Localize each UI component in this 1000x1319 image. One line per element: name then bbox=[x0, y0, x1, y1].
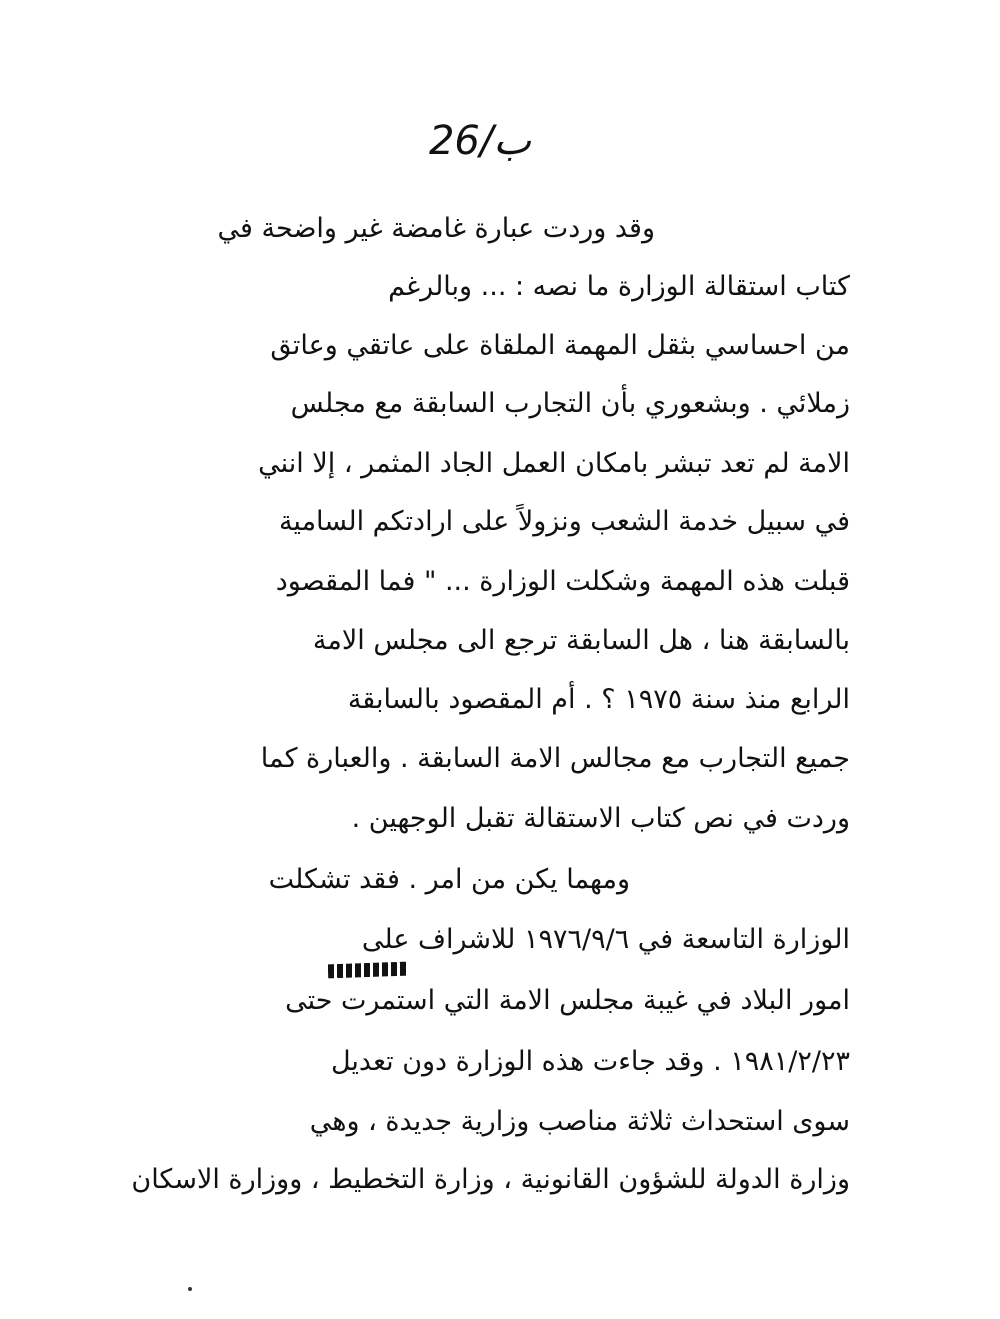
strikethrough-mark bbox=[328, 962, 408, 979]
text-line: زملائي . وبشعوري بأن التجارب السابقة مع مجلس bbox=[290, 388, 850, 419]
text-line: امور البلاد في غيبة مجلس الامة التي استمرت حتى bbox=[285, 985, 850, 1016]
text-line: قبلت هذه المهمة وشكلت الوزارة ... " فما المقصود bbox=[275, 566, 850, 597]
text-line: وقد وردت عبارة غامضة غير واضحة في bbox=[217, 213, 655, 244]
text-line: ١٩٨١/٢/٢٣ . وقد جاءت هذه الوزارة دون تعديل bbox=[330, 1046, 850, 1077]
text-line: في سبيل خدمة الشعب ونزولاً على ارادتكم السامية bbox=[278, 506, 850, 537]
text-line: جميع التجارب مع مجالس الامة السابقة . والعبارة كما bbox=[260, 743, 850, 774]
ink-speck bbox=[188, 1287, 192, 1291]
text-line: ومهما يكن من امر . فقد تشكلت bbox=[268, 864, 630, 895]
text-line: سوى استحداث ثلاثة مناصب وزارية جديدة ، وهي bbox=[309, 1106, 850, 1137]
text-line: الامة لم تعد تبشر بامكان العمل الجاد المثمر ، إلا انني bbox=[258, 448, 850, 479]
text-line: من احساسي بثقل المهمة الملقاة على عاتقي وعاتق bbox=[270, 330, 850, 361]
text-line: وزارة الدولة للشؤون القانونية ، وزارة التخطيط ، ووزارة الاسكان bbox=[131, 1164, 850, 1195]
text-line: وردت في نص كتاب الاستقالة تقبل الوجهين . bbox=[351, 803, 850, 834]
text-line: الرابع منذ سنة ١٩٧٥ ؟ . أم المقصود بالسابقة bbox=[347, 684, 850, 715]
text-line: الوزارة التاسعة في ١٩٧٦/٩/٦ للاشراف على bbox=[361, 924, 850, 955]
page-number: 26/ب bbox=[428, 118, 532, 164]
text-line: بالسابقة هنا ، هل السابقة ترجع الى مجلس الامة bbox=[312, 625, 850, 656]
text-line: كتاب استقالة الوزارة ما نصه : ... وبالرغم bbox=[388, 271, 850, 302]
